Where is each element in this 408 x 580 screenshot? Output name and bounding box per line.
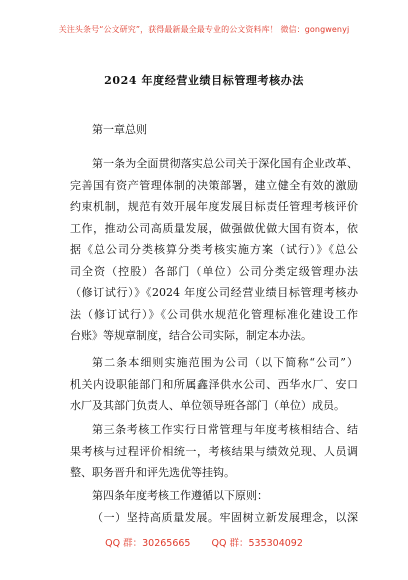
text-line: 工作，推动公司高质量发展，做强做优做大国有资本，依 bbox=[70, 221, 358, 235]
text-line: （修订试行）》《2024 年度公司经营业绩目标管理考核办 bbox=[70, 286, 358, 299]
text-line: 台账》等规章制度，结合公司实际，制定本办法。 bbox=[70, 329, 312, 342]
article-1 bbox=[70, 153, 358, 347]
text-line: 第一条为全面贯彻落实总公司关于深化国有企业改革、 bbox=[92, 157, 358, 170]
text-line: 整、职务晋升和评先选优等挂钩。 bbox=[70, 466, 235, 479]
text-line: 第二条本细则实施范围为公司（以下简称“公司”） bbox=[92, 356, 358, 369]
top-promo-banner: 关注头条号“公文研究”，获得最新最全最专业的公文资料库！ 微信：gongwenyj bbox=[58, 25, 350, 34]
text-line: 据《总公司分类核算分类考核实施方案（试行）》《总公 bbox=[70, 243, 358, 256]
bottom-qq-banner bbox=[0, 535, 408, 549]
article-4 bbox=[70, 485, 358, 507]
text-line: 法（修订试行）》《公司供水规范化管理标准化建设工作 bbox=[70, 307, 358, 321]
qq-group-2: QQ 群：535304092 bbox=[211, 538, 303, 549]
text-line: 水厂及其部门负责人、单位领导班各部门（单位）成员。 bbox=[70, 399, 345, 412]
text-line: 果考核与过程评价相统一，考核结果与绩效兑现、人员调 bbox=[70, 444, 358, 458]
text-line: 第四条年度考核工作遵循以下原则： bbox=[92, 489, 268, 502]
chapter-heading: 第一章总则 bbox=[92, 123, 147, 136]
text-line: （一）坚持高质量发展。牢固树立新发展理念，以深 bbox=[92, 511, 358, 524]
document-title: 2024 年度经营业绩目标管理考核办法 bbox=[104, 74, 304, 87]
article-2 bbox=[70, 352, 358, 417]
text-line: 完善国有资产管理体制的决策部署，建立健全有效的激励 bbox=[70, 178, 358, 192]
text-line: 第三条考核工作实行日常管理与年度考核相结合、结 bbox=[92, 423, 358, 436]
principle-1 bbox=[70, 507, 358, 533]
text-line: 机关内设职能部门和所属鑫泽供水公司、西华水厂、安口 bbox=[70, 377, 358, 391]
text-line: 约束机制，规范有效开展年度发展目标责任管理考核评价 bbox=[70, 200, 358, 213]
article-3 bbox=[70, 419, 358, 484]
qq-group-1: QQ 群：30265665 bbox=[105, 538, 191, 549]
text-line: 司全资（控股）各部门（单位）公司分类定级管理办法 bbox=[70, 264, 358, 278]
